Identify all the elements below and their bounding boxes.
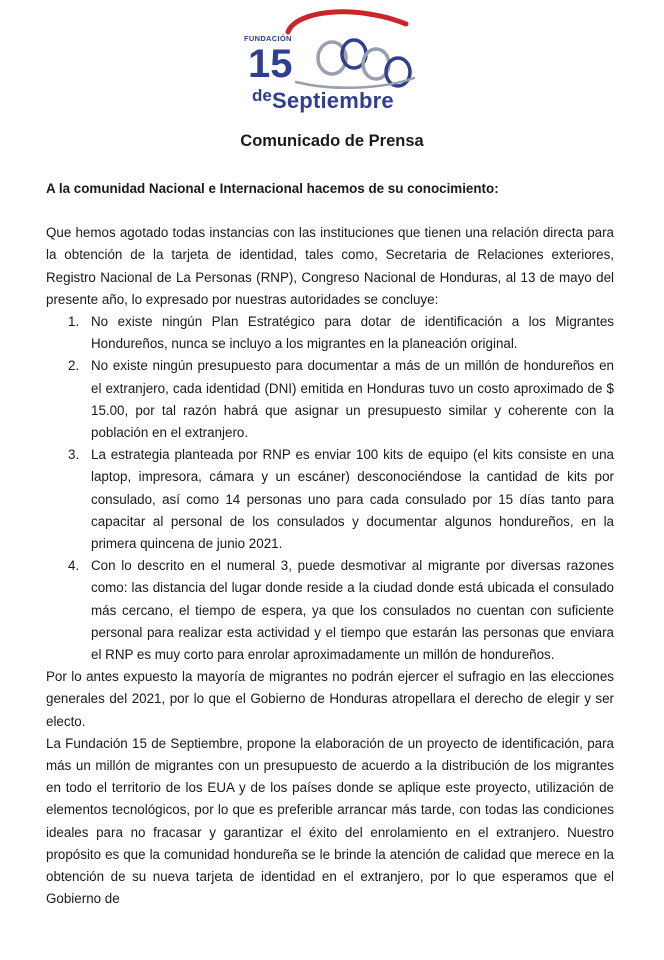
list-item-text: No existe ningún presupuesto para documentar a más de un millón de hondureños en el extranjero, cada identidad (DNI) emitida en Honduras tuvo un costo aproximado de $ 15.00, por tal razón habrá que asignar un presupuesto similar y coherente con la población en el extranjero. <box>91 358 614 441</box>
logo-number: 15 <box>248 42 293 86</box>
logo-fundacion-text: FUNDACIÓN <box>244 34 292 43</box>
list-item-text: No existe ningún Plan Estratégico para dotar de identificación a los Migrantes Hondureños, nunca se incluyo a los migrantes en la planeación original. <box>91 314 614 352</box>
list-item <box>46 355 614 444</box>
conclusions-list <box>46 311 614 666</box>
proposal-paragraph: La Fundación 15 de Septiembre, propone la elaboración de un proyecto de identificación, para más un millón de migrantes con un presupuesto de acuerdo a la distribución de los migrantes en todo el territorio de los EUA y de los países donde se aplique este proyecto, utilización de elementos tecnológicos, por lo que es preferible arrancar más tarde, con todas las condiciones ideales para no fracasar y garantizar el éxito del enrolamiento en el extranjero. Nuestro propósito es que la comunidad hondureña se le brinde la atención de calidad que merece en la obtención de su nueva tarjeta de identidad en el extranjero, por lo que esperamos que el Gobierno de <box>46 735 614 907</box>
list-item <box>46 555 614 666</box>
list-number: 1. <box>68 314 80 330</box>
list-number: 4. <box>68 558 80 574</box>
list-item-text: La estrategia planteada por RNP es enviar 100 kits de equipo (el kits consiste en una laptop, impresora, cámara y un escáner) desconociéndose la cantidad de kits por consulado, así como 14 personas uno para cada consulado por 15 días tanto para capacitar al personal de los consulados y documentar algunos hondureños, en la primera quincena de junio 2021. <box>91 447 614 552</box>
logo-septiembre-text: Septiembre <box>272 88 394 113</box>
list-item <box>46 444 614 555</box>
document-title: Comunicado de Prensa <box>240 132 424 150</box>
list-number: 3. <box>68 447 80 463</box>
document-body <box>46 178 614 911</box>
intro-paragraph: Que hemos agotado todas instancias con las instituciones que tienen una relación directa para la obtención de la tarjeta de identidad, tales como, Secretaria de Relaciones exteriores, Registro Nacional de La Personas (RNP), Congreso Nacional de Honduras, al 13 de mayo del presente año, lo expresado por nuestras autoridades se concluye: <box>46 225 614 307</box>
list-number: 2. <box>68 358 80 374</box>
list-item <box>46 311 614 355</box>
foundation-logo <box>236 6 436 118</box>
address-heading: A la comunidad Nacional e Internacional hacemos de su conocimiento: <box>46 181 499 196</box>
logo-de-text: de <box>252 86 272 105</box>
list-item-text: Con lo descrito en el numeral 3, puede desmotivar al migrante por diversas razones como: las distancia del lugar donde reside a la ciudad donde está ubicada el consulado más cercano, el tiempo de espera, ya que los consulados no cuentan con suficiente personal para realizar esta actividad y el tiempo que estarán las personas que enviara el RNP es muy corto para enrolar aproximadamente un millón de hondureños. <box>91 558 614 663</box>
conclusion-paragraph: Por lo antes expuesto la mayoría de migrantes no podrán ejercer el sufragio en las elecciones generales del 2021, por lo que el Gobierno de Honduras atropellara el derecho de elegir y ser electo. <box>46 669 614 729</box>
